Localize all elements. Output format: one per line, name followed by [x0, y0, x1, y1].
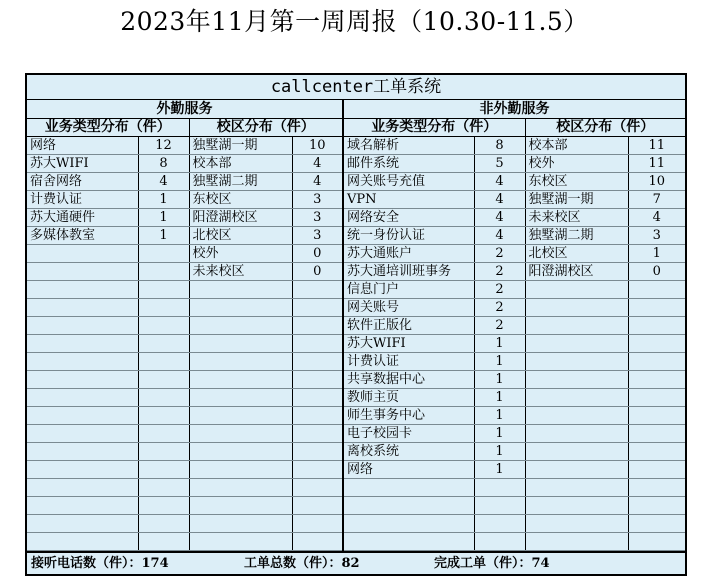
onsite-campus-name-cell	[189, 425, 292, 443]
onsite-type-count-cell	[138, 425, 189, 443]
remote-campus-count-cell	[628, 371, 685, 389]
onsite-campus-count-cell: 3	[292, 227, 343, 245]
remote-campus-name-cell: 北校区	[525, 245, 628, 263]
table-row	[27, 371, 685, 389]
remote-campus-count-cell	[628, 497, 685, 515]
onsite-type-name-cell	[27, 497, 138, 515]
onsite-campus-count-cell	[292, 281, 343, 299]
onsite-type-name-cell: 计费认证	[27, 191, 138, 209]
onsite-campus-count-cell: 4	[292, 155, 343, 173]
onsite-campus-name-cell	[189, 353, 292, 371]
table-row	[27, 533, 685, 551]
onsite-type-name-cell: 苏大通硬件	[27, 209, 138, 227]
onsite-campus-name-cell: 校本部	[189, 155, 292, 173]
onsite-type-count-cell	[138, 281, 189, 299]
remote-campus-name-cell	[525, 443, 628, 461]
onsite-campus-count-cell	[292, 515, 343, 533]
onsite-type-name-cell	[27, 353, 138, 371]
remote-campus-name-cell	[525, 353, 628, 371]
onsite-campus-count-cell: 10	[292, 137, 343, 155]
remote-campus-count-cell: 7	[628, 191, 685, 209]
onsite-campus-name-cell	[189, 479, 292, 497]
table-row	[27, 191, 685, 209]
remote-type-count-cell	[474, 479, 525, 497]
onsite-type-name-cell	[27, 515, 138, 533]
remote-campus-name-cell	[525, 281, 628, 299]
onsite-campus-name-cell	[189, 335, 292, 353]
header-remote-campus: 校区分布（件）	[525, 119, 685, 137]
onsite-campus-count-cell	[292, 533, 343, 551]
table-row	[27, 137, 685, 155]
report-table	[27, 100, 685, 551]
remote-type-count-cell: 1	[474, 353, 525, 371]
onsite-type-count-cell	[138, 497, 189, 515]
onsite-campus-name-cell: 校外	[189, 245, 292, 263]
remote-campus-count-cell: 10	[628, 173, 685, 191]
onsite-campus-name-cell: 北校区	[189, 227, 292, 245]
remote-type-name-cell: 离校系统	[343, 443, 474, 461]
onsite-campus-name-cell	[189, 407, 292, 425]
onsite-campus-count-cell: 4	[292, 173, 343, 191]
page-title: 2023年11月第一周周报（10.30-11.5）	[120, 7, 589, 36]
onsite-type-name-cell	[27, 443, 138, 461]
onsite-type-count-cell	[138, 353, 189, 371]
onsite-campus-count-cell	[292, 389, 343, 407]
onsite-campus-name-cell	[189, 281, 292, 299]
remote-type-count-cell: 2	[474, 263, 525, 281]
onsite-campus-name-cell	[189, 497, 292, 515]
remote-type-count-cell: 1	[474, 425, 525, 443]
onsite-type-count-cell	[138, 515, 189, 533]
remote-campus-count-cell: 11	[628, 155, 685, 173]
remote-campus-count-cell	[628, 479, 685, 497]
onsite-campus-count-cell	[292, 443, 343, 461]
remote-type-count-cell: 1	[474, 443, 525, 461]
onsite-type-name-cell	[27, 389, 138, 407]
calls-count: 接听电话数（件）：174	[31, 556, 169, 571]
onsite-type-count-cell: 1	[138, 209, 189, 227]
remote-campus-count-cell	[628, 281, 685, 299]
table-row	[27, 425, 685, 443]
ticket-total: 工单总数（件）：82	[244, 556, 360, 571]
remote-campus-name-cell	[525, 407, 628, 425]
onsite-type-name-cell	[27, 371, 138, 389]
remote-type-name-cell: 苏大WIFI	[343, 335, 474, 353]
onsite-type-count-cell: 12	[138, 137, 189, 155]
remote-type-name-cell: 网关账号	[343, 299, 474, 317]
onsite-campus-name-cell	[189, 371, 292, 389]
onsite-type-count-cell: 8	[138, 155, 189, 173]
onsite-campus-count-cell	[292, 407, 343, 425]
onsite-type-count-cell	[138, 533, 189, 551]
remote-campus-count-cell	[628, 317, 685, 335]
onsite-campus-count-cell	[292, 317, 343, 335]
remote-campus-name-cell: 未来校区	[525, 209, 628, 227]
onsite-type-name-cell	[27, 281, 138, 299]
remote-type-count-cell: 1	[474, 371, 525, 389]
remote-type-name-cell: 邮件系统	[343, 155, 474, 173]
onsite-type-count-cell	[138, 263, 189, 281]
onsite-type-name-cell	[27, 317, 138, 335]
remote-campus-name-cell	[525, 479, 628, 497]
remote-type-name-cell: 师生事务中心	[343, 407, 474, 425]
remote-campus-count-cell	[628, 353, 685, 371]
onsite-campus-name-cell	[189, 443, 292, 461]
table-row	[27, 389, 685, 407]
remote-type-name-cell: 苏大通培训班事务	[343, 263, 474, 281]
onsite-type-count-cell: 1	[138, 227, 189, 245]
remote-type-name-cell: 计费认证	[343, 353, 474, 371]
remote-campus-count-cell	[628, 461, 685, 479]
onsite-campus-count-cell	[292, 497, 343, 515]
onsite-campus-name-cell	[189, 533, 292, 551]
remote-campus-name-cell	[525, 317, 628, 335]
remote-type-count-cell: 4	[474, 173, 525, 191]
remote-type-count-cell: 2	[474, 317, 525, 335]
onsite-campus-count-cell	[292, 461, 343, 479]
remote-campus-name-cell: 独墅湖二期	[525, 227, 628, 245]
onsite-campus-name-cell: 独墅湖二期	[189, 173, 292, 191]
onsite-campus-name-cell: 阳澄湖校区	[189, 209, 292, 227]
onsite-campus-name-cell	[189, 389, 292, 407]
remote-type-count-cell: 4	[474, 191, 525, 209]
remote-campus-name-cell: 东校区	[525, 173, 628, 191]
table-row	[27, 209, 685, 227]
remote-campus-name-cell	[525, 371, 628, 389]
table-row	[27, 281, 685, 299]
onsite-type-name-cell	[27, 299, 138, 317]
onsite-type-name-cell: 多媒体教室	[27, 227, 138, 245]
remote-type-count-cell: 1	[474, 407, 525, 425]
onsite-type-count-cell	[138, 479, 189, 497]
onsite-type-count-cell	[138, 245, 189, 263]
remote-type-count-cell: 5	[474, 155, 525, 173]
onsite-campus-name-cell: 独墅湖一期	[189, 137, 292, 155]
table-row	[27, 227, 685, 245]
onsite-type-count-cell	[138, 371, 189, 389]
table-row	[27, 299, 685, 317]
remote-type-name-cell	[343, 515, 474, 533]
remote-campus-name-cell	[525, 497, 628, 515]
remote-campus-count-cell	[628, 425, 685, 443]
table-row	[27, 263, 685, 281]
remote-type-name-cell: 网络	[343, 461, 474, 479]
onsite-type-count-cell: 4	[138, 173, 189, 191]
report-sheet	[25, 73, 687, 576]
onsite-type-name-cell	[27, 407, 138, 425]
onsite-type-name-cell: 宿舍网络	[27, 173, 138, 191]
table-row	[27, 443, 685, 461]
onsite-type-name-cell	[27, 245, 138, 263]
onsite-type-name-cell: 网络	[27, 137, 138, 155]
remote-campus-name-cell	[525, 389, 628, 407]
onsite-type-count-cell: 1	[138, 191, 189, 209]
table-row	[27, 479, 685, 497]
onsite-campus-count-cell: 0	[292, 245, 343, 263]
remote-type-name-cell: VPN	[343, 191, 474, 209]
remote-type-name-cell: 域名解析	[343, 137, 474, 155]
table-row	[27, 245, 685, 263]
onsite-campus-count-cell: 0	[292, 263, 343, 281]
remote-type-name-cell: 教师主页	[343, 389, 474, 407]
onsite-type-count-cell	[138, 407, 189, 425]
table-row	[27, 155, 685, 173]
completed-count: 完成工单（件）：74	[434, 556, 550, 571]
header-onsite-type: 业务类型分布（件）	[27, 119, 189, 137]
onsite-type-count-cell	[138, 299, 189, 317]
remote-type-name-cell	[343, 533, 474, 551]
remote-campus-count-cell	[628, 533, 685, 551]
remote-type-name-cell: 信息门户	[343, 281, 474, 299]
remote-campus-name-cell	[525, 515, 628, 533]
remote-campus-name-cell	[525, 461, 628, 479]
remote-type-name-cell: 网关账号充值	[343, 173, 474, 191]
onsite-campus-name-cell	[189, 317, 292, 335]
table-row	[27, 497, 685, 515]
table-row	[27, 173, 685, 191]
remote-campus-name-cell: 阳澄湖校区	[525, 263, 628, 281]
remote-type-count-cell: 2	[474, 245, 525, 263]
onsite-type-count-cell	[138, 389, 189, 407]
onsite-campus-count-cell	[292, 371, 343, 389]
remote-campus-count-cell: 4	[628, 209, 685, 227]
remote-type-name-cell: 软件正版化	[343, 317, 474, 335]
onsite-campus-name-cell	[189, 515, 292, 533]
remote-campus-count-cell	[628, 335, 685, 353]
onsite-campus-count-cell	[292, 335, 343, 353]
onsite-campus-count-cell: 3	[292, 209, 343, 227]
table-row	[27, 317, 685, 335]
sheet-title: callcenter工单系统	[27, 75, 685, 100]
onsite-campus-count-cell	[292, 425, 343, 443]
summary-footer	[27, 551, 685, 574]
remote-campus-count-cell: 1	[628, 245, 685, 263]
remote-campus-count-cell	[628, 389, 685, 407]
remote-campus-name-cell: 独墅湖一期	[525, 191, 628, 209]
onsite-type-name-cell: 苏大WIFI	[27, 155, 138, 173]
onsite-type-name-cell	[27, 461, 138, 479]
remote-campus-name-cell	[525, 425, 628, 443]
remote-type-name-cell: 苏大通账户	[343, 245, 474, 263]
remote-type-count-cell: 4	[474, 209, 525, 227]
remote-campus-name-cell: 校本部	[525, 137, 628, 155]
onsite-campus-name-cell	[189, 461, 292, 479]
table-row	[27, 407, 685, 425]
remote-type-name-cell	[343, 497, 474, 515]
onsite-type-count-cell	[138, 461, 189, 479]
onsite-campus-name-cell: 东校区	[189, 191, 292, 209]
remote-campus-count-cell: 11	[628, 137, 685, 155]
onsite-type-count-cell	[138, 317, 189, 335]
onsite-campus-name-cell: 未来校区	[189, 263, 292, 281]
onsite-type-count-cell	[138, 335, 189, 353]
remote-campus-name-cell	[525, 533, 628, 551]
remote-campus-count-cell	[628, 299, 685, 317]
group-remote: 非外勤服务	[343, 100, 685, 119]
remote-type-count-cell: 1	[474, 461, 525, 479]
remote-campus-count-cell: 3	[628, 227, 685, 245]
remote-campus-count-cell	[628, 515, 685, 533]
onsite-campus-count-cell	[292, 353, 343, 371]
remote-type-count-cell: 2	[474, 281, 525, 299]
onsite-campus-count-cell	[292, 479, 343, 497]
remote-campus-name-cell	[525, 299, 628, 317]
remote-type-count-cell	[474, 533, 525, 551]
table-row	[27, 353, 685, 371]
header-remote-type: 业务类型分布（件）	[343, 119, 525, 137]
onsite-type-name-cell	[27, 335, 138, 353]
remote-type-count-cell: 1	[474, 389, 525, 407]
remote-type-count-cell: 1	[474, 335, 525, 353]
table-row	[27, 335, 685, 353]
remote-type-name-cell	[343, 479, 474, 497]
remote-campus-name-cell: 校外	[525, 155, 628, 173]
table-row	[27, 515, 685, 533]
onsite-type-name-cell	[27, 263, 138, 281]
onsite-type-name-cell	[27, 479, 138, 497]
remote-campus-count-cell: 0	[628, 263, 685, 281]
header-onsite-campus: 校区分布（件）	[189, 119, 343, 137]
remote-campus-count-cell	[628, 443, 685, 461]
onsite-campus-count-cell: 3	[292, 191, 343, 209]
remote-type-name-cell: 共享数据中心	[343, 371, 474, 389]
remote-campus-count-cell	[628, 407, 685, 425]
remote-type-count-cell	[474, 497, 525, 515]
remote-type-name-cell: 统一身份认证	[343, 227, 474, 245]
remote-type-count-cell: 2	[474, 299, 525, 317]
onsite-type-name-cell	[27, 425, 138, 443]
table-row	[27, 461, 685, 479]
remote-type-count-cell	[474, 515, 525, 533]
onsite-type-count-cell	[138, 443, 189, 461]
onsite-campus-name-cell	[189, 299, 292, 317]
remote-type-count-cell: 4	[474, 227, 525, 245]
remote-type-count-cell: 8	[474, 137, 525, 155]
onsite-campus-count-cell	[292, 299, 343, 317]
remote-campus-name-cell	[525, 335, 628, 353]
remote-type-name-cell: 电子校园卡	[343, 425, 474, 443]
onsite-type-name-cell	[27, 533, 138, 551]
group-onsite: 外勤服务	[27, 100, 343, 119]
remote-type-name-cell: 网络安全	[343, 209, 474, 227]
